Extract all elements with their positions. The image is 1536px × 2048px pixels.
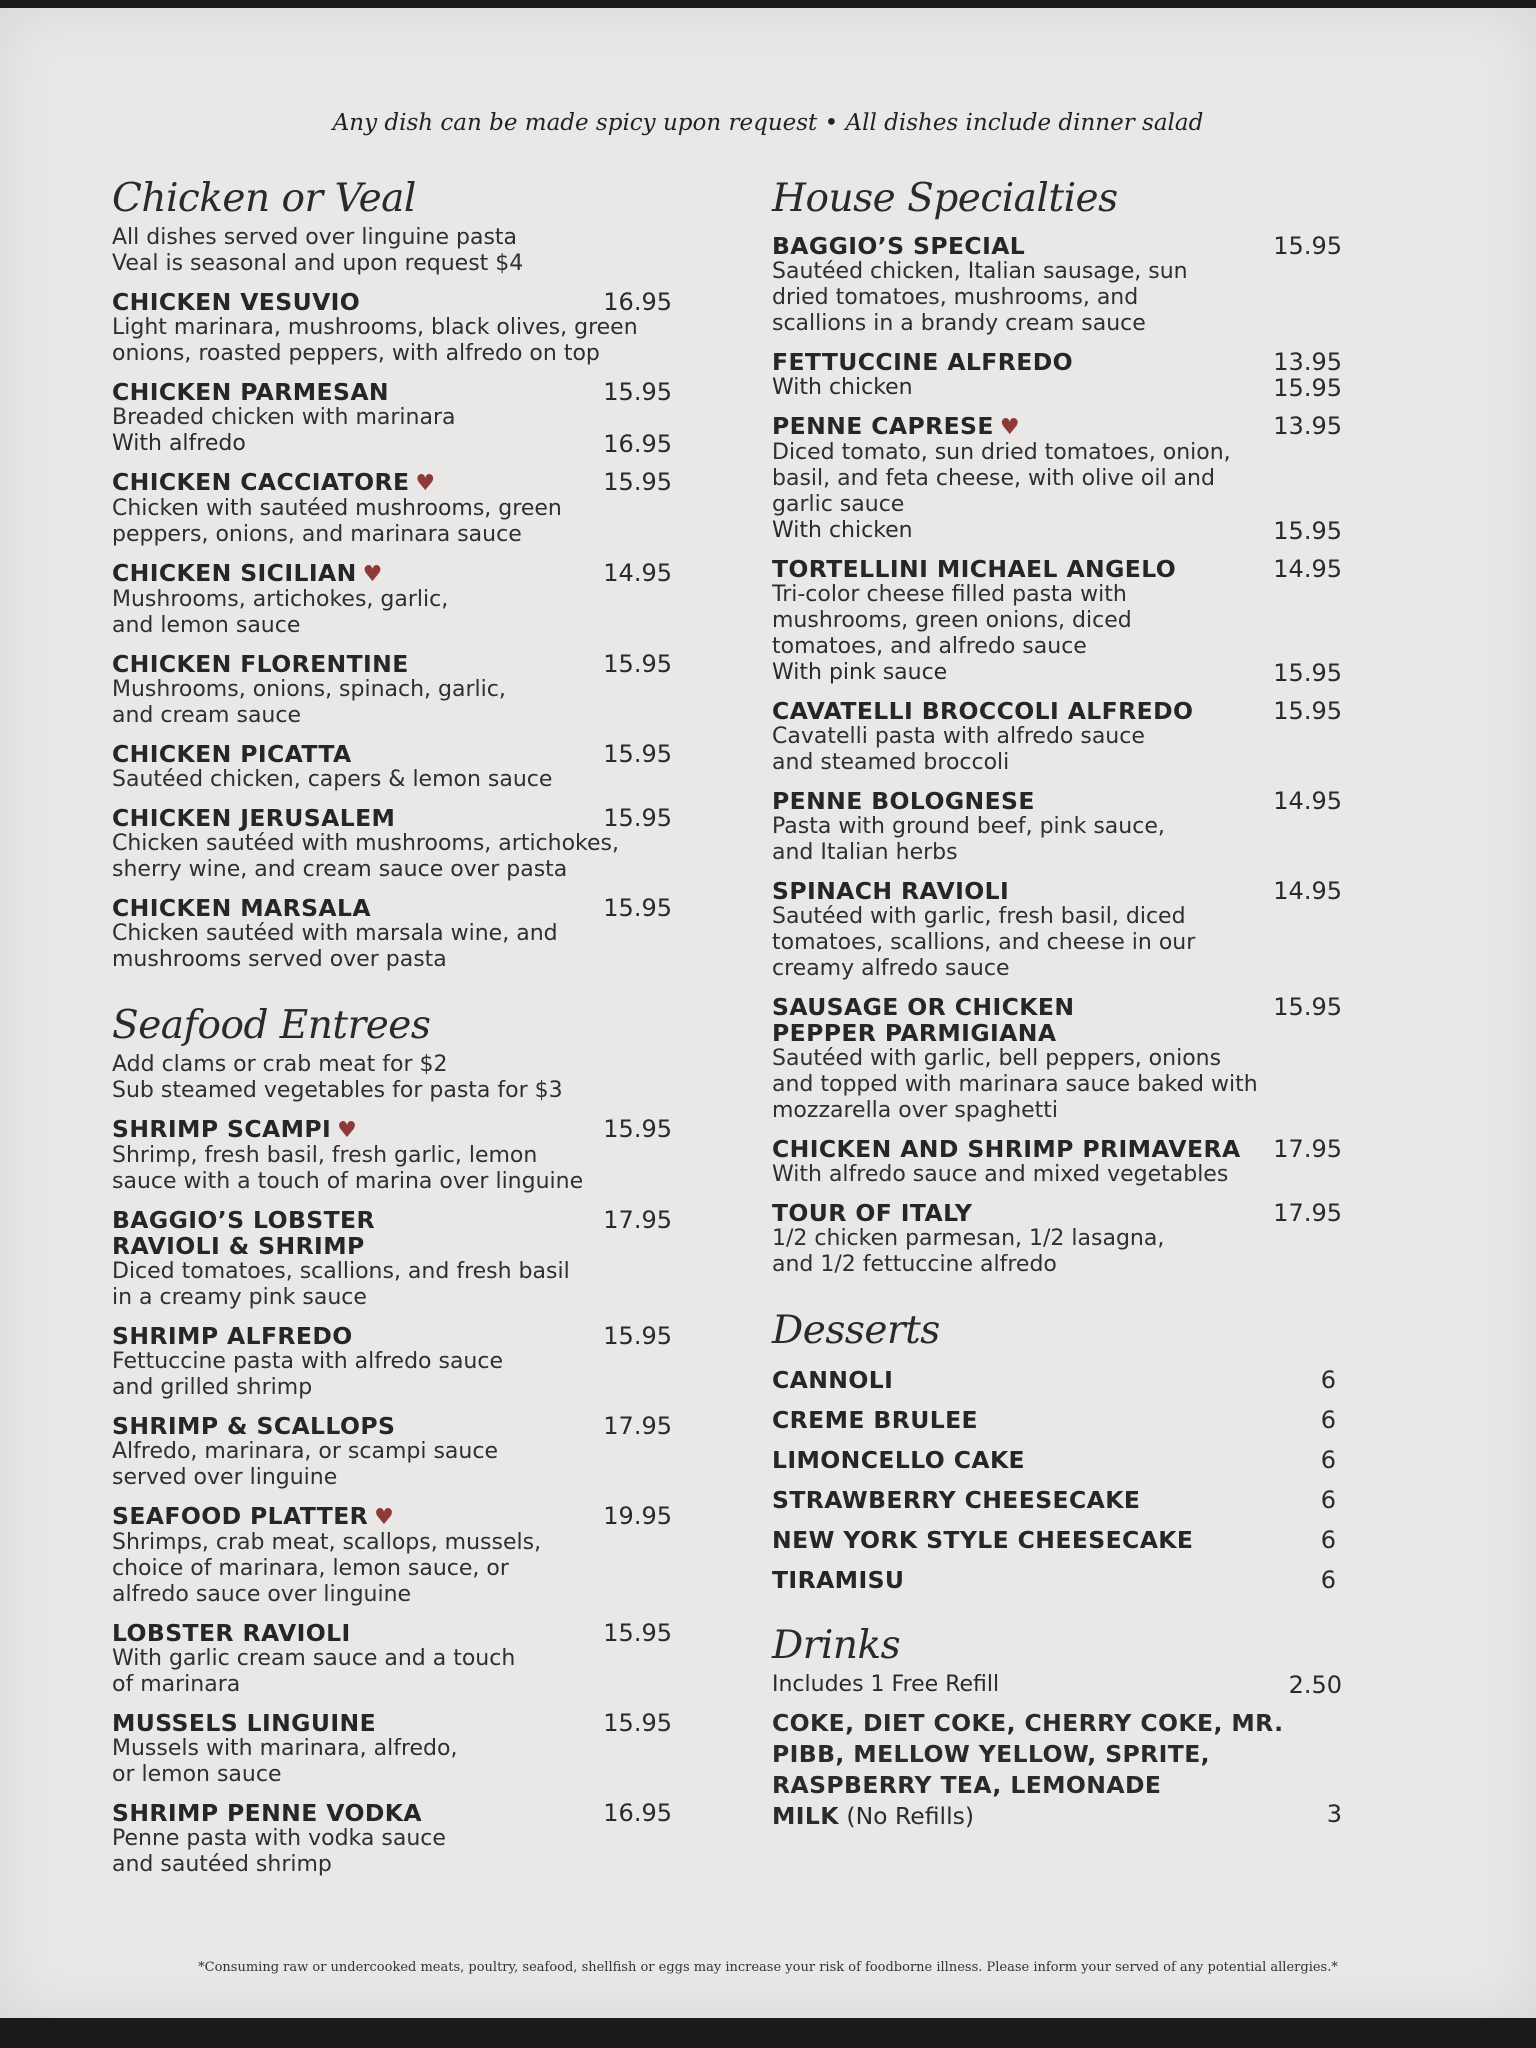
item-header <box>772 1136 1342 1162</box>
item-name: BAGGIO’S SPECIAL <box>772 232 1026 260</box>
menu-item <box>772 1200 1342 1278</box>
menu-item <box>772 878 1342 982</box>
item-name-wrap <box>112 1620 351 1646</box>
menu-item <box>112 289 672 367</box>
item-price: 13.95 <box>1273 348 1342 376</box>
item-header <box>112 1620 672 1646</box>
dessert-price: 6 <box>1320 1406 1336 1434</box>
section-chicken-veal <box>112 176 672 973</box>
item-description: Sautéed with garlic, fresh basil, diced tomatoes, scallions, and cheese in our creamy alfredo sauce <box>772 904 1196 981</box>
item-description: Shrimps, crab meat, scallops, mussels, choice of marinara, lemon sauce, or alfredo sauce over linguine <box>112 1530 542 1607</box>
item-description: Tri-color cheese filled pasta with mushrooms, green onions, diced tomatoes, and alfredo sauce <box>772 582 1132 659</box>
item-price: 15.95 <box>603 650 672 678</box>
item-description: Cavatelli pasta with alfredo sauce and steamed broccoli <box>772 724 1145 775</box>
item-name: LOBSTER RAVIOLI <box>112 1619 351 1647</box>
item-description: With garlic cream sauce and a touch of marinara <box>112 1646 516 1697</box>
item-description: Penne pasta with vodka sauce and sautéed shrimp <box>112 1826 446 1877</box>
item-header <box>772 349 1342 375</box>
item-name: CHICKEN PICATTA <box>112 740 352 768</box>
drinks-price: 2.50 <box>1288 1671 1342 1699</box>
item-description: Breaded chicken with marinara <box>112 405 456 430</box>
dessert-name: CREME BRULEE <box>772 1406 978 1434</box>
heart-icon: ♥ <box>362 562 383 587</box>
item-name: TOUR OF ITALY <box>772 1199 973 1227</box>
item-price: 15.95 <box>603 1709 672 1737</box>
heart-icon: ♥ <box>374 1505 394 1530</box>
section-note: Add clams or crab meat for $2 <box>112 1052 448 1077</box>
item-description: Mushrooms, onions, spinach, garlic, and cream sauce <box>112 677 506 728</box>
section-seafood <box>112 1003 672 1878</box>
item-name: CHICKEN VESUVIO <box>112 288 361 316</box>
item-price: 14.95 <box>1273 787 1342 815</box>
item-option <box>772 518 1342 544</box>
item-description: Diced tomatoes, scallions, and fresh basil in a creamy pink sauce <box>112 1259 570 1310</box>
menu-item <box>772 349 1342 401</box>
item-name: CHICKEN AND SHRIMP PRIMAVERA <box>772 1135 1241 1163</box>
item-name-wrap <box>772 349 1073 375</box>
item-price: 15.95 <box>603 468 672 496</box>
menu-item <box>112 469 672 548</box>
item-header <box>112 1116 672 1143</box>
menu-item <box>112 895 672 973</box>
item-name: CHICKEN PARMESAN <box>112 378 389 406</box>
item-name-wrap <box>772 233 1025 259</box>
section-title: Seafood Entrees <box>112 1003 431 1048</box>
menu-item <box>112 560 672 639</box>
header-note: Any dish can be made spicy upon request • All dishes include dinner salad <box>332 110 1204 136</box>
item-name: SEAFOOD PLATTER <box>112 1502 369 1530</box>
item-name: TORTELLINI MICHAEL ANGELO <box>772 555 1177 583</box>
option-label: With chicken <box>772 518 913 543</box>
menu-item <box>112 1116 672 1195</box>
item-name: PENNE CAPRESE <box>772 412 994 440</box>
item-header <box>112 469 672 496</box>
item-name: CHICKEN SICILIAN <box>112 559 357 587</box>
item-name-wrap <box>112 1710 376 1736</box>
item-name-wrap <box>772 788 1035 814</box>
menu-item <box>112 1800 672 1878</box>
menu-page <box>0 8 1536 2018</box>
menu-item <box>112 1323 672 1401</box>
item-list <box>112 1116 672 1878</box>
item-name-wrap <box>772 1200 972 1226</box>
item-name: BAGGIO’S LOBSTER RAVIOLI & SHRIMP <box>112 1206 375 1260</box>
item-name-wrap <box>772 556 1176 582</box>
milk-note: (No Refills) <box>846 1802 975 1830</box>
item-name-wrap <box>112 289 360 315</box>
menu-item <box>772 698 1342 776</box>
item-description: Sautéed with garlic, bell peppers, onions and topped with marinara sauce baked with mozzarella over spaghetti <box>772 1046 1258 1123</box>
item-description: Sautéed chicken, capers & lemon sauce <box>112 767 553 792</box>
item-header <box>772 556 1342 582</box>
item-header <box>112 560 672 587</box>
heart-icon: ♥ <box>415 471 436 496</box>
item-price: 17.95 <box>603 1412 672 1440</box>
left-column <box>112 176 672 1878</box>
item-description: Diced tomato, sun dried tomatoes, onion, basil, and feta cheese, with olive oil and garlic sauce <box>772 440 1231 517</box>
menu-item <box>112 379 672 457</box>
item-description: Mussels with marinara, alfredo, or lemon sauce <box>112 1736 458 1787</box>
item-name: SHRIMP PENNE VODKA <box>112 1799 422 1827</box>
menu-item <box>772 413 1342 544</box>
item-header <box>772 698 1342 724</box>
item-description: Chicken sautéed with mushrooms, artichokes, sherry wine, and cream sauce over pasta <box>112 831 619 882</box>
dessert-name: LIMONCELLO CAKE <box>772 1446 1026 1474</box>
item-description: Chicken sautéed with marsala wine, and mushrooms served over pasta <box>112 921 558 972</box>
item-list <box>112 289 672 973</box>
item-name: CAVATELLI BROCCOLI ALFREDO <box>772 697 1194 725</box>
item-price: 15.95 <box>603 894 672 922</box>
dessert-item <box>772 1447 1342 1473</box>
menu-item <box>772 994 1342 1124</box>
heart-icon: ♥ <box>337 1118 357 1143</box>
dessert-price: 6 <box>1320 1486 1336 1514</box>
item-name: FETTUCCINE ALFREDO <box>772 348 1073 376</box>
section-title: Desserts <box>772 1308 940 1353</box>
item-price: 16.95 <box>603 1799 672 1827</box>
item-header <box>112 805 672 831</box>
item-header <box>112 895 672 921</box>
item-name-wrap <box>112 895 371 921</box>
milk-price: 3 <box>1326 1800 1342 1828</box>
section-title: Drinks <box>772 1623 901 1668</box>
item-price: 19.95 <box>603 1502 672 1530</box>
item-header <box>112 1413 672 1439</box>
menu-item <box>112 805 672 883</box>
item-price: 15.95 <box>603 1619 672 1647</box>
menu-item <box>772 556 1342 686</box>
section-drinks <box>772 1623 1342 1832</box>
dessert-name: NEW YORK STYLE CHEESECAKE <box>772 1526 1194 1554</box>
item-description: 1/2 chicken parmesan, 1/2 lasagna, and 1/2 fettuccine alfredo <box>772 1226 1165 1277</box>
option-price: 16.95 <box>603 430 672 458</box>
item-price: 15.95 <box>603 740 672 768</box>
item-price: 16.95 <box>603 288 672 316</box>
menu-item <box>772 1136 1342 1188</box>
item-price: 15.95 <box>603 1115 672 1143</box>
item-description: Shrimp, fresh basil, fresh garlic, lemon sauce with a touch of marina over linguine <box>112 1143 584 1194</box>
item-description: Light marinara, mushrooms, black olives, green onions, roasted peppers, with alfredo on top <box>112 315 638 366</box>
section-note: Sub steamed vegetables for pasta for $3 <box>112 1078 563 1103</box>
item-price: 13.95 <box>1273 412 1342 440</box>
item-name-wrap <box>112 1323 353 1349</box>
heart-icon: ♥ <box>999 415 1020 440</box>
milk-name: MILK <box>772 1802 839 1830</box>
dessert-price: 6 <box>1320 1366 1336 1394</box>
item-price: 17.95 <box>603 1206 672 1234</box>
item-header <box>772 994 1342 1046</box>
menu-item <box>112 741 672 793</box>
dessert-item <box>772 1527 1342 1553</box>
item-price: 15.95 <box>1273 232 1342 260</box>
item-option <box>772 375 1342 401</box>
item-header <box>112 741 672 767</box>
item-price: 14.95 <box>1273 555 1342 583</box>
item-name-wrap <box>112 1207 375 1259</box>
option-price: 15.95 <box>1273 374 1342 402</box>
item-price: 17.95 <box>1273 1135 1342 1163</box>
option-label: With chicken <box>772 375 913 400</box>
option-label: With alfredo <box>112 431 246 456</box>
item-price: 15.95 <box>603 1322 672 1350</box>
item-option <box>112 431 672 457</box>
item-description: Mushrooms, artichokes, garlic, and lemon sauce <box>112 587 449 638</box>
item-name: SAUSAGE OR CHICKEN PEPPER PARMIGIANA <box>772 993 1075 1047</box>
item-header <box>772 413 1342 440</box>
dessert-item <box>772 1567 1342 1593</box>
item-name: SHRIMP & SCALLOPS <box>112 1412 396 1440</box>
menu-item <box>112 1207 672 1311</box>
menu-item <box>112 651 672 729</box>
item-name-wrap <box>112 651 409 677</box>
item-name: MUSSELS LINGUINE <box>112 1709 377 1737</box>
item-price: 14.95 <box>603 559 672 587</box>
menu-item <box>112 1620 672 1698</box>
dessert-item <box>772 1487 1342 1513</box>
item-name-wrap <box>112 1116 357 1143</box>
option-label: With pink sauce <box>772 660 948 685</box>
milk-row <box>772 1801 1342 1832</box>
item-header <box>772 878 1342 904</box>
item-name-wrap <box>112 1503 394 1530</box>
section-house-specialties <box>772 176 1342 1278</box>
item-price: 17.95 <box>1273 1199 1342 1227</box>
menu-item <box>112 1710 672 1788</box>
item-header <box>772 1200 1342 1226</box>
item-description: With alfredo sauce and mixed vegetables <box>772 1162 1229 1187</box>
item-name-wrap <box>772 878 1009 904</box>
section-desserts <box>772 1308 1342 1593</box>
dessert-price: 6 <box>1320 1566 1336 1594</box>
item-price: 15.95 <box>603 378 672 406</box>
item-header <box>772 233 1342 259</box>
item-list <box>772 233 1342 1278</box>
section-note: All dishes served over linguine pasta <box>112 225 518 250</box>
item-header <box>112 379 672 405</box>
drinks-refill-row <box>772 1672 1342 1698</box>
item-name-wrap <box>112 560 382 587</box>
item-description: Fettuccine pasta with alfredo sauce and grilled shrimp <box>112 1349 504 1400</box>
drinks-note: Includes 1 Free Refill <box>772 1672 1000 1697</box>
item-name-wrap <box>112 741 352 767</box>
item-description: Alfredo, marinara, or scampi sauce served over linguine <box>112 1439 498 1490</box>
section-note: Veal is seasonal and upon request $4 <box>112 251 524 276</box>
item-header <box>112 1800 672 1826</box>
item-header <box>772 788 1342 814</box>
item-name-wrap <box>112 1800 422 1826</box>
item-header <box>112 1323 672 1349</box>
menu-item <box>112 1413 672 1491</box>
option-price: 15.95 <box>1273 659 1342 687</box>
disclaimer: *Consuming raw or undercooked meats, poultry, seafood, shellfish or eggs may increase your risk of foodborne illness. Please inform your served of any potential allergies.* <box>198 1960 1338 1975</box>
section-title: Chicken or Veal <box>112 176 416 221</box>
item-header <box>112 1710 672 1736</box>
item-price: 15.95 <box>603 804 672 832</box>
dessert-price: 6 <box>1320 1526 1336 1554</box>
item-name: PENNE BOLOGNESE <box>772 787 1035 815</box>
item-description: Pasta with ground beef, pink sauce, and Italian herbs <box>772 814 1165 865</box>
menu-item <box>772 233 1342 337</box>
drinks-list: COKE, DIET COKE, CHERRY COKE, MR. PIBB, MELLOW YELLOW, SPRITE, RASPBERRY TEA, LEMONADE <box>772 1709 1284 1799</box>
menu-item <box>772 788 1342 866</box>
item-price: 15.95 <box>1273 697 1342 725</box>
item-name-wrap <box>772 413 1020 440</box>
item-name-wrap <box>112 469 435 496</box>
section-title: House Specialties <box>772 176 1118 221</box>
dessert-item <box>772 1407 1342 1433</box>
item-price: 14.95 <box>1273 877 1342 905</box>
item-name: SPINACH RAVIOLI <box>772 877 1010 905</box>
item-header <box>112 289 672 315</box>
item-name-wrap <box>112 1413 395 1439</box>
right-column <box>772 176 1342 1832</box>
item-name: SHRIMP SCAMPI <box>112 1115 332 1143</box>
item-name: CHICKEN JERUSALEM <box>112 804 396 832</box>
item-name-wrap <box>112 805 395 831</box>
dessert-list <box>772 1367 1342 1593</box>
item-name-wrap <box>112 379 389 405</box>
dessert-name: CANNOLI <box>772 1366 894 1394</box>
item-name: CHICKEN FLORENTINE <box>112 650 409 678</box>
item-name-wrap <box>772 698 1193 724</box>
option-price: 15.95 <box>1273 517 1342 545</box>
item-name: SHRIMP ALFREDO <box>112 1322 353 1350</box>
item-name: CHICKEN MARSALA <box>112 894 371 922</box>
menu-item <box>112 1503 672 1608</box>
dessert-item <box>772 1367 1342 1393</box>
item-description: Sautéed chicken, Italian sausage, sun dried tomatoes, mushrooms, and scallions in a brandy cream sauce <box>772 259 1188 336</box>
item-name: CHICKEN CACCIATORE <box>112 468 410 496</box>
item-header <box>112 1503 672 1530</box>
item-header <box>112 1207 672 1259</box>
dessert-name: STRAWBERRY CHEESECAKE <box>772 1486 1141 1514</box>
item-description: Chicken with sautéed mushrooms, green peppers, onions, and marinara sauce <box>112 496 562 547</box>
item-header <box>112 651 672 677</box>
item-name-wrap <box>772 1136 1241 1162</box>
item-option <box>772 660 1342 686</box>
item-name-wrap <box>772 994 1074 1046</box>
dessert-price: 6 <box>1320 1446 1336 1474</box>
item-price: 15.95 <box>1273 993 1342 1021</box>
dessert-name: TIRAMISU <box>772 1566 905 1594</box>
